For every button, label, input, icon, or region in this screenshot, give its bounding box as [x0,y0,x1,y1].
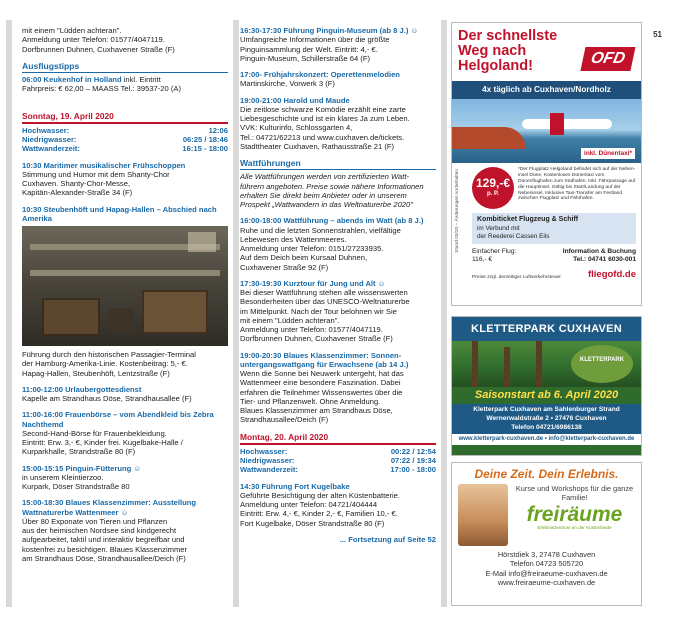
event-title: 17:30-19:30 Kurztour für Jung und Alt ☺ [240,278,386,288]
event-line: Geführte Besichtigung der alten Küstenbatterie. [240,490,400,500]
event-block [22,464,228,492]
kurse-text: Kurse und Workshops für die ganze Familie! [515,483,634,502]
event-block [22,161,228,198]
ofd-headline: Der schnellste Weg nach Helgoland! [458,28,558,75]
tide-row [240,456,436,465]
ofd-info-row [472,248,636,265]
event-title: 16:30-17:30 Führung Pinguin-Museum (ab 8 J.) ☺ [240,26,419,35]
ofd-header [452,23,641,81]
kletterpark-web[interactable]: www.kletterpark-cuxhaven.de • info@kletterpark-cuxhaven.de [452,434,641,445]
tide-value: 00:22 / 12:54 [390,446,436,456]
event-block [240,70,436,89]
day-title-sunday: Sonntag, 19. April 2020 [22,111,228,124]
event-block [240,216,436,272]
event-line: Auf dem Deich beim Kursaal Duhnen, [240,253,368,263]
tide-value: 17:00 - 18:00 [390,465,436,475]
middle-gutter [233,20,239,607]
event-line: in unserem Kleintierzoo. [22,472,104,482]
watt-intro-line: Alle Wattführungen werden von zertifizierten Watt- [240,172,409,182]
bag [108,308,134,332]
price-badge [472,167,514,209]
shelf [30,270,220,276]
event-line: Stimmung und Humor mit dem Shanty-Chor [22,169,170,179]
event-line: Besonderheiten über das UNESCO-Weltnaturerbe [240,297,410,307]
event-line: Umfangreiche Informationen über die größte [240,35,390,45]
tide-row [22,144,228,153]
event-line: aus der heimischen Nordsee sind kindgerecht [22,526,177,536]
event-title: 10:30 Maritimer musikalischer Frühschoppen [22,160,186,170]
event-block [240,26,436,63]
plane-wing [550,113,564,135]
event-line: Wenn die Sonne bei Neuwerk untergeht, hat das [240,369,404,379]
right-gutter [441,20,447,607]
event-line: Kapitän-Alexander-Straße 34 (F) [22,188,133,198]
tides-sunday [22,126,228,154]
freiraeume-contact [452,550,641,588]
event-line: Cuxhavener Straße 92 (F) [240,262,329,272]
event-title: 19:00-20:30 Blaues Klassenzimmer: Sonnen-untergangswattgang für Erwachsene (ab 14 J.) [240,350,409,369]
event-title: 17:00- Frühjahrskonzert: Operettenmelodien [240,70,400,79]
event-line: Hapag-Hallen, Steubenhöft, Lentzstraße (F) [22,368,170,378]
freiraeume-brand [508,484,641,548]
event-line: Strandhausallee/Deich (F) [240,415,329,425]
event-line: im Mittelpunkt. Nach der Tour belohnen wir Sie [240,306,397,316]
ofd-logo: OFD [581,47,636,71]
intro-line: mit einem "Lüdden achteran". [22,26,122,35]
tree [504,347,510,387]
combi-ticket [472,213,636,244]
watt-intro-line: führern angeboten. Preise sowie nähere Informationen [240,181,424,191]
ausflug-suffix: inkl. Eintritt [121,75,161,85]
event-block [240,279,436,344]
event-block [22,205,228,378]
event-line: der Hamburg-Amerika-Linie. Kostenbeitrag: 5,- €. [22,359,188,369]
website[interactable]: www.freiraeume-cuxhaven.de [497,578,596,588]
event-title: 15:00-15:15 Pinguin-Fütterung ☺ [22,463,142,473]
event-line: Ruhe und die letzten Sonnenstrahlen, vielfältige [240,225,401,235]
ausflug-title: 06:00 Keukenhof in Holland [22,75,122,85]
freiraeume-top [452,484,641,548]
info-label: Information & Buchung [562,247,636,255]
tide-row [22,135,228,144]
tree [472,341,478,387]
tide-value: 07:22 / 19:34 [390,456,436,466]
ofd-helgoland-photo [452,99,641,163]
event-line: Cuxhaven. Shanty-Chor-Messe, [22,179,131,189]
event-line: Tel.: 04721/62213 und www.cuxhaven.de/tickets. [240,132,405,142]
tide-row [240,447,436,456]
info-tel: Tel.: 04741 6030-001 [573,256,636,264]
tide-value: 12:06 [208,125,228,135]
event-line: Fort Kugelbake, Döser Strandstraße 80 (F) [240,518,385,528]
tree [536,341,542,387]
kletterpark-ad[interactable] [451,316,642,456]
freiraeume-logo: freiräume [526,503,623,527]
event-line: Wattenmeer eine besondere Faszination. Dabei [240,378,401,388]
tide-label: Hochwasser: [240,446,288,456]
event-line: Pinguin-Museum, Schillerstraße 64 (F) [240,53,370,63]
event-line: Anmeldung unter Telefon: 04721/404444 [240,500,378,510]
kletterpark-title: KLETTERPARK CUXHAVEN [452,317,641,341]
page-number: 51 [653,30,662,39]
plane-icon [522,119,612,129]
freiraeume-logo-sub: Erlebniszentrum an der Küstenheide [537,525,612,531]
event-line: Eintritt: Erw. 3,- €, Kinder frei. Kugelbake-Halle / [22,438,183,448]
watt-section [240,158,436,209]
einfach-label: Einfacher Flug: [472,247,517,255]
event-line: Kapelle am Strandhaus Döse, Strandhausallee (F) [22,394,192,404]
event-line: Eintritt: Erw. 4,- €, Kinder 2,- €, Familien 10,- €. [240,509,398,519]
event-line: Lebewesen des Wattenmeeres. [240,234,347,244]
event-title: 15:00-18:30 Blaues Klassenzimmer: Ausstellung Wattnaturerbe Wattenmeer ☺ [22,498,197,517]
ausflug-header: Ausflugstipps [22,61,228,73]
ofd-ad[interactable] [451,22,642,306]
freiraeume-slogan: Deine Zeit. Dein Erlebnis. [474,467,619,481]
event-line: Kurparkhalle, Strandstraße 80 (F) [22,447,136,457]
tide-value: 16:15 - 18:00 [182,144,228,154]
kletterpark-saison: Saisonstart ab 6. April 2020 [452,387,641,404]
tide-label: Niedrigwasser: [22,135,77,145]
event-line: aufgearbeitet, taktil und interaktiv begreifbar und [22,535,185,545]
island [452,127,526,149]
ausflug-block [22,61,228,94]
event-title: 19:00-21:00 Harold und Maude [240,95,350,105]
address: Hörstdiek 3, 27478 Cuxhaven [497,549,596,559]
intro-line: Dorfbrunnen Duhnen, Cuxhavener Straße (F) [22,44,175,54]
kletterpark-logo: KLETTERPARK [571,345,633,383]
tide-label: Niedrigwasser: [240,456,295,466]
event-line: Tier- und Pflanzenwelt. Ohne Anmeldung. [240,396,381,406]
event-line: VVK: Kulturinfo, Schlossgarten 4, [240,123,353,133]
event-line: Pinguinsammlung der Welt. Eintritt: 4,- €. [240,44,378,54]
emigration-luggage-photo [22,226,228,346]
ofd-bar: 4x täglich ab Cuxhaven/Nordholz [452,81,641,99]
event-line: am Strandhaus Döse, Strandhausallee/Deich (F) [22,553,186,563]
event-line: Martinskirche, Vorwerk 3 (F) [240,79,335,89]
phone: Telefon 04721/6986138 [511,423,582,431]
tides-monday [240,447,436,475]
price-value: 129,-€ [475,176,511,190]
ofd-fine-print: *Der Flugplatz Helgoland befindet sich auf der Neben-insel Düne. Kostenloses Dünentaxi vom Dünenflughafen zum Südhafen. Inkl. Fährpassage auf die Hauptinsel. Gültig bis Start/Landung auf der Nebeninsel. Inklusive Taxi-Transfer am Festland zwischen Flugplatz und Fährhafen. [518,167,636,202]
event-block [22,498,228,563]
event-line: erfahren die Teilnehmer Wissenswertes über die [240,387,403,397]
freiraeume-ad[interactable] [451,462,642,606]
trunk [142,290,208,334]
kletterpark-address [452,404,641,434]
watt-header: Wattführungen [240,158,436,170]
preise-note: Preise zzgl. derzeitiger Luftverkehrsteuer. [472,274,562,280]
combi-line: im Verbund mit [477,224,520,232]
combi-title: Kombiticket Flugzeug & Schiff [477,216,579,223]
price-row [472,167,636,209]
column-middle [240,26,436,598]
event-line: Dorfbrunnen Duhnen, Cuxhavener Straße (F) [240,334,393,344]
event-title: 14:30 Führung Fort Kugelbake [240,481,350,491]
tide-row [22,126,228,135]
event-block [22,410,228,456]
phone: Telefon 04723 505720 [509,559,584,569]
kletterpark-photo [452,341,641,387]
event-line: kostenfrei zu besichtigen. Blaues Klassenzimmer [22,544,188,554]
trunk [42,298,100,336]
event-line: Anmeldung unter Telefon: 01577/4047119. [240,325,383,335]
left-gutter [6,20,12,607]
event-line: Second-Hand-Börse für Frauenbekleidung. [22,428,167,438]
event-line: Über 80 Exponate von Tieren und Pflanzen [22,516,168,526]
address-line: Kletterpark Cuxhaven am Sahlenburger Strand [473,406,620,414]
event-line: Bei dieser Wattführung stehen alle wissenswerten [240,288,408,298]
event-line: Anmeldung unter Telefon: 0151/27233935. [240,244,384,254]
event-line: Die zeitlose schwarze Komödie erzählt eine zarte [240,104,406,114]
ausflug-line: Fahrpreis: € 62,00 – MAASS Tel.: 39537-20 (A) [22,84,181,94]
tide-label: Wattwanderzeit: [22,144,80,154]
event-line: Stadttheater Cuxhaven, Rathausstraße 21 (F) [240,141,395,151]
price-sub: p. P. [487,191,499,197]
tide-row [240,465,436,474]
watt-intro-line: Prospekt „Wattwandern in das Weltnaturerbe 2020" [240,200,413,210]
event-line: Blaues Klassenzimmer am Strandhaus Döse, [240,406,393,416]
event-line: mit einem "Lüdden achteran". [240,315,340,325]
tide-label: Wattwanderzeit: [240,465,298,475]
family-photo [458,484,508,546]
event-line: Führung durch den historischen Passagier-Terminal [22,350,196,360]
combi-line: der Reederei Cassen Eils [477,232,550,240]
intro-line: Anmeldung unter Telefon: 01577/4047119. [22,35,165,45]
ofd-tag: inkl. Dünentaxi* [581,148,635,159]
intro-block [22,26,228,54]
window-light [188,232,216,252]
event-block [240,351,436,425]
ofd-footer [472,269,636,281]
ofd-url[interactable]: fliegofd.de [587,268,636,280]
email[interactable]: E-Mail info@freiraeume-cuxhaven.de [485,568,608,578]
continued-link[interactable]: ... Fortsetzung auf Seite 52 [339,534,436,544]
event-block [240,482,436,528]
tide-label: Hochwasser: [22,125,70,135]
event-block [240,96,436,152]
tide-value: 06:25 / 18:46 [182,135,228,145]
column-left [22,26,228,598]
event-title: 16:00-18:00 Wattführung – abends im Watt (ab 8 J.) [240,216,424,226]
address-line: Wernerwaldstraße 2 • 27476 Cuxhaven [486,414,607,422]
event-title: 11:00-16:00 Frauenbörse – vom Abendkleid bis Zebra Nachthemd [22,410,214,429]
ofd-body [452,163,641,280]
einfach-value: 116,- € [472,256,493,264]
event-line: Liebesgeschichte und ist ein klares Ja zum Leben. [240,114,410,123]
ofd-side-note: Stand 03/20 – Änderungen vorbehalten [455,169,460,253]
event-title: 11:00-12:00 Urlaubergottesdienst [22,384,142,394]
event-title: 10:30 Steubenhöft und Hapag-Hallen – Abschied nach Amerika [22,204,217,223]
event-line: Kurpark, Döser Strandstraße 80 [22,482,130,492]
event-block [22,385,228,404]
watt-intro-line: erhalten Sie direkt beim Anbieter oder in unserem [240,190,407,200]
day-title-monday: Montag, 20. April 2020 [240,432,436,445]
